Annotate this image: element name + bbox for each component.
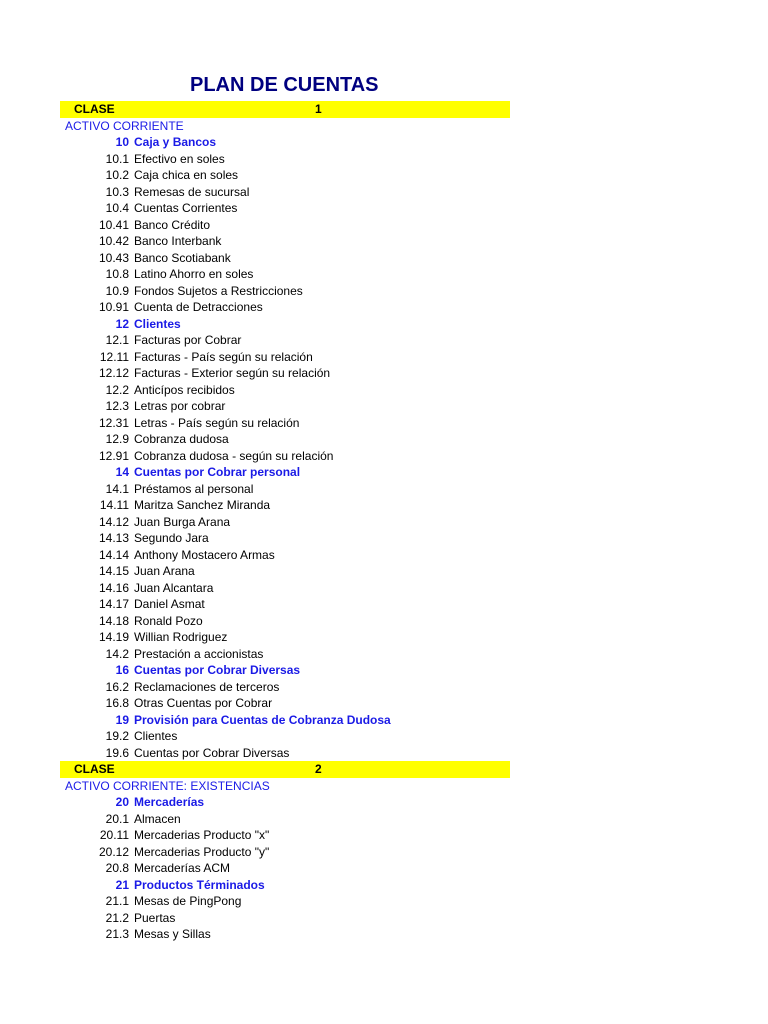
account-name: Cuentas por Cobrar Diversas: [134, 663, 301, 677]
account-row: [60, 646, 510, 663]
section-heading: ACTIVO CORRIENTE: [65, 118, 184, 133]
account-code: 20.8: [105, 861, 129, 875]
account-name: Latino Ahorro en soles: [134, 267, 254, 281]
account-name: Juan Burga Arana: [134, 514, 231, 529]
account-row: [60, 844, 510, 861]
account-name: Ronald Pozo: [134, 613, 203, 628]
account-code: 10.9: [105, 283, 129, 298]
account-code: 16.8: [105, 696, 129, 710]
account-row: [60, 448, 510, 465]
section-heading: ACTIVO CORRIENTE: EXISTENCIAS: [65, 778, 270, 793]
account-name: Caja chica en soles: [134, 168, 239, 182]
account-code: 14.15: [98, 564, 129, 578]
account-row: [60, 827, 510, 844]
account-code: 12.1: [105, 333, 129, 347]
account-row: [60, 497, 510, 514]
account-name: Daniel Asmat: [134, 597, 205, 611]
account-name: Cuentas Corrientes: [134, 201, 238, 215]
account-name: Cobranza dudosa - según su relación: [134, 448, 334, 463]
account-name: Cuentas por Cobrar Diversas: [134, 745, 290, 760]
account-name: Segundo Jara: [134, 531, 209, 545]
account-row: [60, 596, 510, 613]
clase-number: 2: [315, 762, 322, 776]
clase-number: 1: [315, 102, 322, 116]
account-code: 10.4: [105, 201, 129, 215]
account-group-row: [60, 877, 510, 894]
account-row: [60, 365, 510, 382]
account-row: [60, 679, 510, 696]
account-code: 12.3: [105, 399, 129, 413]
account-row: [60, 811, 510, 828]
account-row: [60, 563, 510, 580]
account-code: 14: [115, 465, 129, 479]
account-row: [60, 283, 510, 300]
account-row: [60, 860, 510, 877]
account-name: Provisión para Cuentas de Cobranza Dudosa: [134, 712, 391, 727]
account-name: Anticípos recibidos: [134, 382, 235, 397]
account-row: [60, 184, 510, 201]
account-name: Facturas por Cobrar: [134, 333, 242, 347]
account-name: Juan Alcantara: [134, 580, 214, 595]
account-name: Mercaderías ACM: [134, 861, 231, 875]
account-name: Clientes: [134, 316, 181, 331]
account-code: 14.13: [98, 531, 129, 545]
account-name: Caja y Bancos: [134, 135, 217, 149]
account-name: Mesas de PingPong: [134, 894, 242, 908]
account-code: 12.2: [105, 382, 129, 397]
account-row: [60, 629, 510, 646]
account-code: 20: [115, 795, 129, 809]
account-group-row: [60, 662, 510, 679]
account-name: Anthony Mostacero Armas: [134, 547, 275, 562]
account-code: 12: [115, 316, 129, 331]
account-name: Reclamaciones de terceros: [134, 679, 280, 694]
account-code: 19.2: [105, 729, 129, 743]
account-name: Productos Términados: [134, 877, 265, 892]
account-code: 14.11: [99, 498, 129, 512]
account-row: [60, 200, 510, 217]
account-name: Préstamos al personal: [134, 481, 254, 496]
account-row: [60, 167, 510, 184]
account-code: 10.1: [105, 151, 129, 166]
account-name: Remesas de sucursal: [134, 184, 250, 199]
account-name: Clientes: [134, 729, 178, 743]
account-row: [60, 695, 510, 712]
account-row: [60, 217, 510, 234]
account-row: [60, 547, 510, 564]
account-name: Banco Scotiabank: [134, 250, 231, 265]
clase-header-row: [60, 101, 510, 118]
account-code: 12.91: [98, 448, 129, 463]
account-name: Puertas: [134, 910, 176, 925]
clase-header-row: [60, 761, 510, 778]
account-row: [60, 728, 510, 745]
account-name: Efectivo en soles: [134, 151, 225, 166]
account-name: Letras por cobrar: [134, 399, 226, 413]
account-group-row: [60, 464, 510, 481]
account-name: Fondos Sujetos a Restricciones: [134, 283, 303, 298]
account-row: [60, 349, 510, 366]
account-name: Cuenta de Detracciones: [134, 300, 263, 314]
account-code: 10.8: [105, 267, 129, 281]
account-code: 14.14: [98, 547, 129, 562]
account-name: Mesas y Sillas: [134, 927, 211, 941]
account-code: 10.91: [98, 300, 129, 314]
account-code: 14.2: [105, 646, 129, 661]
account-row: [60, 910, 510, 927]
account-code: 14.12: [98, 514, 129, 529]
account-row: [60, 514, 510, 531]
account-name: Facturas - País según su relación: [134, 349, 313, 364]
account-name: Letras - País según su relación: [134, 415, 300, 430]
account-row: [60, 266, 510, 283]
account-code: 10.3: [105, 184, 129, 199]
account-name: Banco Interbank: [134, 234, 222, 248]
account-name: Juan Arana: [134, 564, 195, 578]
account-row: [60, 233, 510, 250]
account-row: [60, 382, 510, 399]
account-row: [60, 431, 510, 448]
account-name: Mercaderias Producto "y": [134, 844, 270, 859]
account-code: 21.3: [105, 927, 129, 941]
account-code: 10: [115, 135, 129, 149]
account-code: 14.16: [98, 580, 129, 595]
account-code: 21.1: [105, 894, 129, 908]
account-row: [60, 481, 510, 498]
account-code: 21.2: [105, 910, 129, 925]
account-code: 20.11: [99, 828, 129, 842]
account-row: [60, 151, 510, 168]
account-name: Facturas - Exterior según su relación: [134, 366, 331, 380]
account-code: 14.17: [98, 597, 129, 611]
clase-label: CLASE: [74, 762, 115, 776]
account-row: [60, 580, 510, 597]
account-row: [60, 613, 510, 630]
account-name: Mercaderias Producto "x": [134, 828, 270, 842]
account-name: Otras Cuentas por Cobrar: [134, 696, 273, 710]
account-row: [60, 926, 510, 943]
account-code: 12.12: [98, 366, 129, 380]
account-group-row: [60, 316, 510, 333]
account-code: 20.1: [105, 811, 129, 826]
account-name: Mercaderías: [134, 795, 205, 809]
account-name: Maritza Sanchez Miranda: [134, 498, 271, 512]
account-code: 14.1: [105, 481, 129, 496]
account-code: 10.2: [105, 168, 129, 182]
account-row: [60, 332, 510, 349]
account-name: Willian Rodriguez: [134, 630, 228, 644]
account-row: [60, 745, 510, 762]
account-row: [60, 530, 510, 547]
account-code: 14.19: [98, 630, 129, 644]
account-code: 19.6: [105, 745, 129, 760]
account-row: [60, 893, 510, 910]
account-row: [60, 250, 510, 267]
account-name: Prestación a accionistas: [134, 646, 264, 661]
account-row: [60, 299, 510, 316]
accounts-list: [60, 101, 510, 943]
account-code: 14.18: [98, 613, 129, 628]
account-group-row: [60, 134, 510, 151]
account-code: 21: [115, 877, 129, 892]
page-title: PLAN DE CUENTAS: [190, 74, 379, 96]
section-heading-row: [60, 118, 510, 135]
account-row: [60, 415, 510, 432]
clase-label: CLASE: [74, 102, 115, 116]
account-name: Cuentas por Cobrar personal: [134, 465, 301, 479]
account-name: Banco Crédito: [134, 217, 211, 232]
account-code: 16: [115, 663, 129, 677]
account-code: 10.43: [98, 250, 129, 265]
section-heading-row: [60, 778, 510, 795]
account-group-row: [60, 712, 510, 729]
account-code: 16.2: [105, 679, 129, 694]
account-group-row: [60, 794, 510, 811]
account-code: 10.41: [98, 217, 129, 232]
account-code: 12.11: [99, 349, 129, 364]
account-code: 19: [115, 712, 129, 727]
account-name: Almacen: [134, 811, 181, 826]
account-code: 10.42: [98, 234, 129, 248]
account-code: 20.12: [98, 844, 129, 859]
account-name: Cobranza dudosa: [134, 432, 229, 446]
account-code: 12.9: [105, 432, 129, 446]
account-code: 12.31: [98, 415, 129, 430]
account-row: [60, 398, 510, 415]
